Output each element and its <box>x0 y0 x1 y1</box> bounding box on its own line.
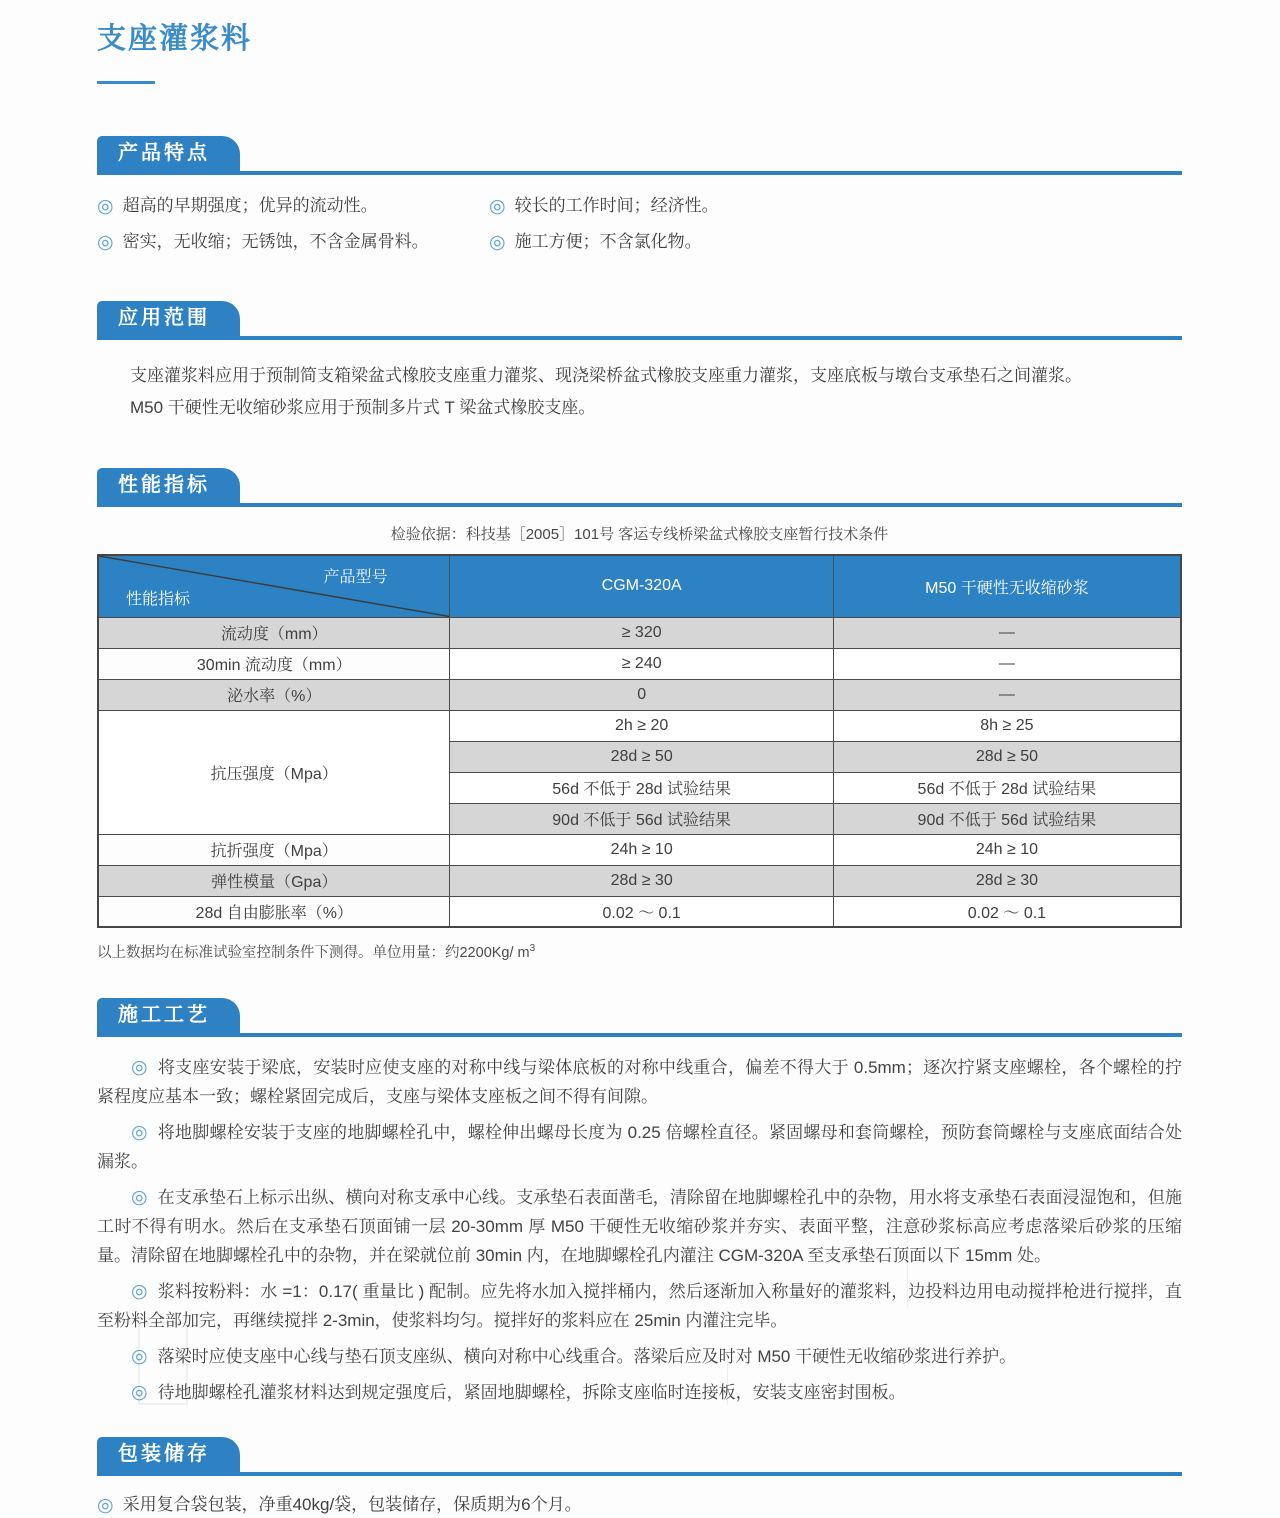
table-row <box>98 710 1181 741</box>
section-rule <box>97 503 1182 507</box>
cell-value: 28d ≥ 50 <box>450 741 833 772</box>
table-row <box>98 679 1181 710</box>
construction-step <box>97 1378 1182 1407</box>
application-line: M50 干硬性无收缩砂浆应用于预制多片式 T 梁盆式橡胶支座。 <box>130 398 596 417</box>
section-features-header <box>97 136 1182 175</box>
footnote-superscript: 3 <box>529 943 536 955</box>
table-row <box>98 896 1181 927</box>
cell-value: 28d ≥ 30 <box>833 865 1181 896</box>
table-row <box>98 865 1181 896</box>
step-text: 将支座安装于梁底，安装时应使支座的对称中线与梁体底板的对称中线重合，偏差不得大于 0.5mm；逐次拧紧支座螺栓，各个螺栓的拧紧程度应基本一致；螺栓紧固完成后，支座与梁体支座板之间不得有间隙。 <box>97 1058 1182 1106</box>
cell-value: 90d 不低于 56d 试验结果 <box>450 803 833 834</box>
feature-text: 超高的早期强度；优异的流动性。 <box>122 196 378 215</box>
performance-table <box>97 554 1182 928</box>
cell-value: — <box>833 679 1181 710</box>
bullseye-icon: ◎ <box>97 195 114 217</box>
table-row <box>98 617 1181 648</box>
row-label-compressive: 抗压强度（Mpa） <box>98 710 450 834</box>
cell-value: 24h ≥ 10 <box>450 834 833 865</box>
construction-step <box>97 1118 1182 1176</box>
construction-steps <box>97 1053 1182 1407</box>
row-label: 泌水率（%） <box>98 679 450 710</box>
step-text: 在支承垫石上标示出纵、横向对称支承中心线。支承垫石表面凿毛，清除留在地脚螺栓孔中的杂物，用水将支承垫石表面浸湿饱和，但施工时不得有明水。然后在支承垫石顶面铺一层 20-30mm 厚 M50 干硬性无收缩砂浆并夯实、表面平整，注意砂浆标高应考虑落梁后砂浆的压缩量。清除留在地脚螺栓孔中的杂物，并在梁就位前 30min 内，在地脚螺栓孔内灌注 CGM-320A 至支承垫石顶面以下 15mm 处。 <box>97 1188 1182 1265</box>
bullseye-icon: ◎ <box>97 231 114 253</box>
corner-label-product-model: 产品型号 <box>323 569 388 586</box>
bullseye-icon: ◎ <box>131 1382 148 1403</box>
footnote-text: 以上数据均在标准试验室控制条件下测得。单位用量：约2200Kg/ m <box>97 945 530 961</box>
table-header-row <box>98 555 1181 617</box>
cell-value: ≥ 320 <box>450 617 833 648</box>
bullseye-icon: ◎ <box>131 1346 148 1367</box>
bullseye-icon: ◎ <box>489 195 506 217</box>
cell-value: 0 <box>450 679 833 710</box>
cell-value: 0.02 ～ 0.1 <box>450 896 833 927</box>
section-heading-packaging: 包装储存 <box>97 1437 240 1472</box>
section-heading-application: 应用范围 <box>97 301 240 336</box>
bullseye-icon: ◎ <box>131 1057 148 1078</box>
features-list <box>97 193 1182 255</box>
row-label: 弹性模量（Gpa） <box>98 865 450 896</box>
construction-step <box>97 1277 1182 1335</box>
application-paragraphs <box>97 360 1182 424</box>
table-row <box>98 834 1181 865</box>
construction-step <box>97 1053 1182 1111</box>
feature-text: 施工方便；不含氯化物。 <box>514 232 702 251</box>
row-label: 28d 自由膨胀率（%） <box>98 896 450 927</box>
table-row <box>98 648 1181 679</box>
row-label: 抗折强度（Mpa） <box>98 834 450 865</box>
bullseye-icon: ◎ <box>131 1281 148 1302</box>
cell-value: 56d 不低于 28d 试验结果 <box>833 772 1181 803</box>
list-item <box>97 193 489 219</box>
step-text: 落梁时应使支座中心线与垫石顶支座纵、横向对称中心线重合。落梁后应及时对 M50 干硬性无收缩砂浆进行养护。 <box>157 1347 1017 1366</box>
column-header: M50 干硬性无收缩砂浆 <box>833 555 1181 617</box>
section-heading-construction: 施工工艺 <box>97 998 240 1033</box>
row-label: 流动度（mm） <box>98 617 450 648</box>
section-rule <box>97 1033 1182 1037</box>
feature-text: 较长的工作时间；经济性。 <box>514 196 719 215</box>
application-line: 支座灌浆料应用于预制简支箱梁盆式橡胶支座重力灌浆、现浇梁桥盆式橡胶支座重力灌浆，支座底板与墩台支承垫石之间灌浆。 <box>130 366 1082 385</box>
construction-step <box>97 1183 1182 1270</box>
section-construction-header <box>97 998 1182 1037</box>
list-item <box>489 229 1182 255</box>
section-rule <box>97 1472 1182 1476</box>
cell-value: 0.02 ～ 0.1 <box>833 896 1181 927</box>
packaging-line <box>97 1492 1182 1518</box>
bullseye-icon: ◎ <box>131 1187 148 1208</box>
section-performance-header <box>97 468 1182 507</box>
bullseye-icon: ◎ <box>489 231 506 253</box>
cell-value: 56d 不低于 28d 试验结果 <box>450 772 833 803</box>
construction-step <box>97 1342 1182 1371</box>
table-corner-cell <box>98 555 450 617</box>
title-underline <box>97 81 155 84</box>
cell-value: 2h ≥ 20 <box>450 710 833 741</box>
cell-value: — <box>833 617 1181 648</box>
cell-value: — <box>833 648 1181 679</box>
list-item <box>97 229 489 255</box>
list-item <box>489 193 1182 219</box>
cell-value: ≥ 240 <box>450 648 833 679</box>
cell-value: 24h ≥ 10 <box>833 834 1181 865</box>
cell-value: 28d ≥ 50 <box>833 741 1181 772</box>
section-heading-features: 产品特点 <box>97 136 240 171</box>
page-title: 支座灌浆料 <box>97 23 253 55</box>
document-page <box>97 0 1182 1518</box>
bullseye-icon: ◎ <box>131 1122 148 1143</box>
section-rule <box>97 171 1182 175</box>
section-heading-performance: 性能指标 <box>97 468 240 503</box>
corner-label-performance-index: 性能指标 <box>126 590 191 608</box>
section-application-header <box>97 301 1182 340</box>
packaging-text: 采用复合袋包装，净重40kg/袋，包装储存，保质期为6个月。 <box>122 1495 582 1514</box>
feature-text: 密实，无收缩；无锈蚀，不含金属骨料。 <box>122 232 429 251</box>
cell-value: 28d ≥ 30 <box>450 865 833 896</box>
section-packaging-header <box>97 1437 1182 1476</box>
step-text: 待地脚螺栓孔灌浆材料达到规定强度后，紧固地脚螺栓，拆除支座临时连接板，安装支座密封围板。 <box>157 1383 906 1402</box>
row-label: 30min 流动度（mm） <box>98 648 450 679</box>
test-basis-text: 检验依据：科技基［2005］101号 客运专线桥梁盆式橡胶支座暂行技术条件 <box>390 526 889 543</box>
cell-value: 8h ≥ 25 <box>833 710 1181 741</box>
cell-value: 90d 不低于 56d 试验结果 <box>833 803 1181 834</box>
section-rule <box>97 336 1182 340</box>
step-text: 将地脚螺栓安装于支座的地脚螺栓孔中，螺栓伸出螺母长度为 0.25 倍螺栓直径。紧固螺母和套筒螺栓，预防套筒螺栓与支座底面结合处漏浆。 <box>97 1123 1182 1171</box>
step-text: 浆料按粉料：水 =1：0.17( 重量比 ) 配制。应先将水加入搅拌桶内，然后逐渐加入称量好的灌浆料，边投料边用电动搅拌枪进行搅拌，直至粉料全部加完，再继续搅拌 2-3min，使浆料均匀。搅拌好的浆料应在 25min 内灌注完毕。 <box>97 1282 1182 1330</box>
column-header: CGM-320A <box>450 555 833 617</box>
bullseye-icon: ◎ <box>97 1494 114 1516</box>
table-footnote <box>97 941 1182 962</box>
